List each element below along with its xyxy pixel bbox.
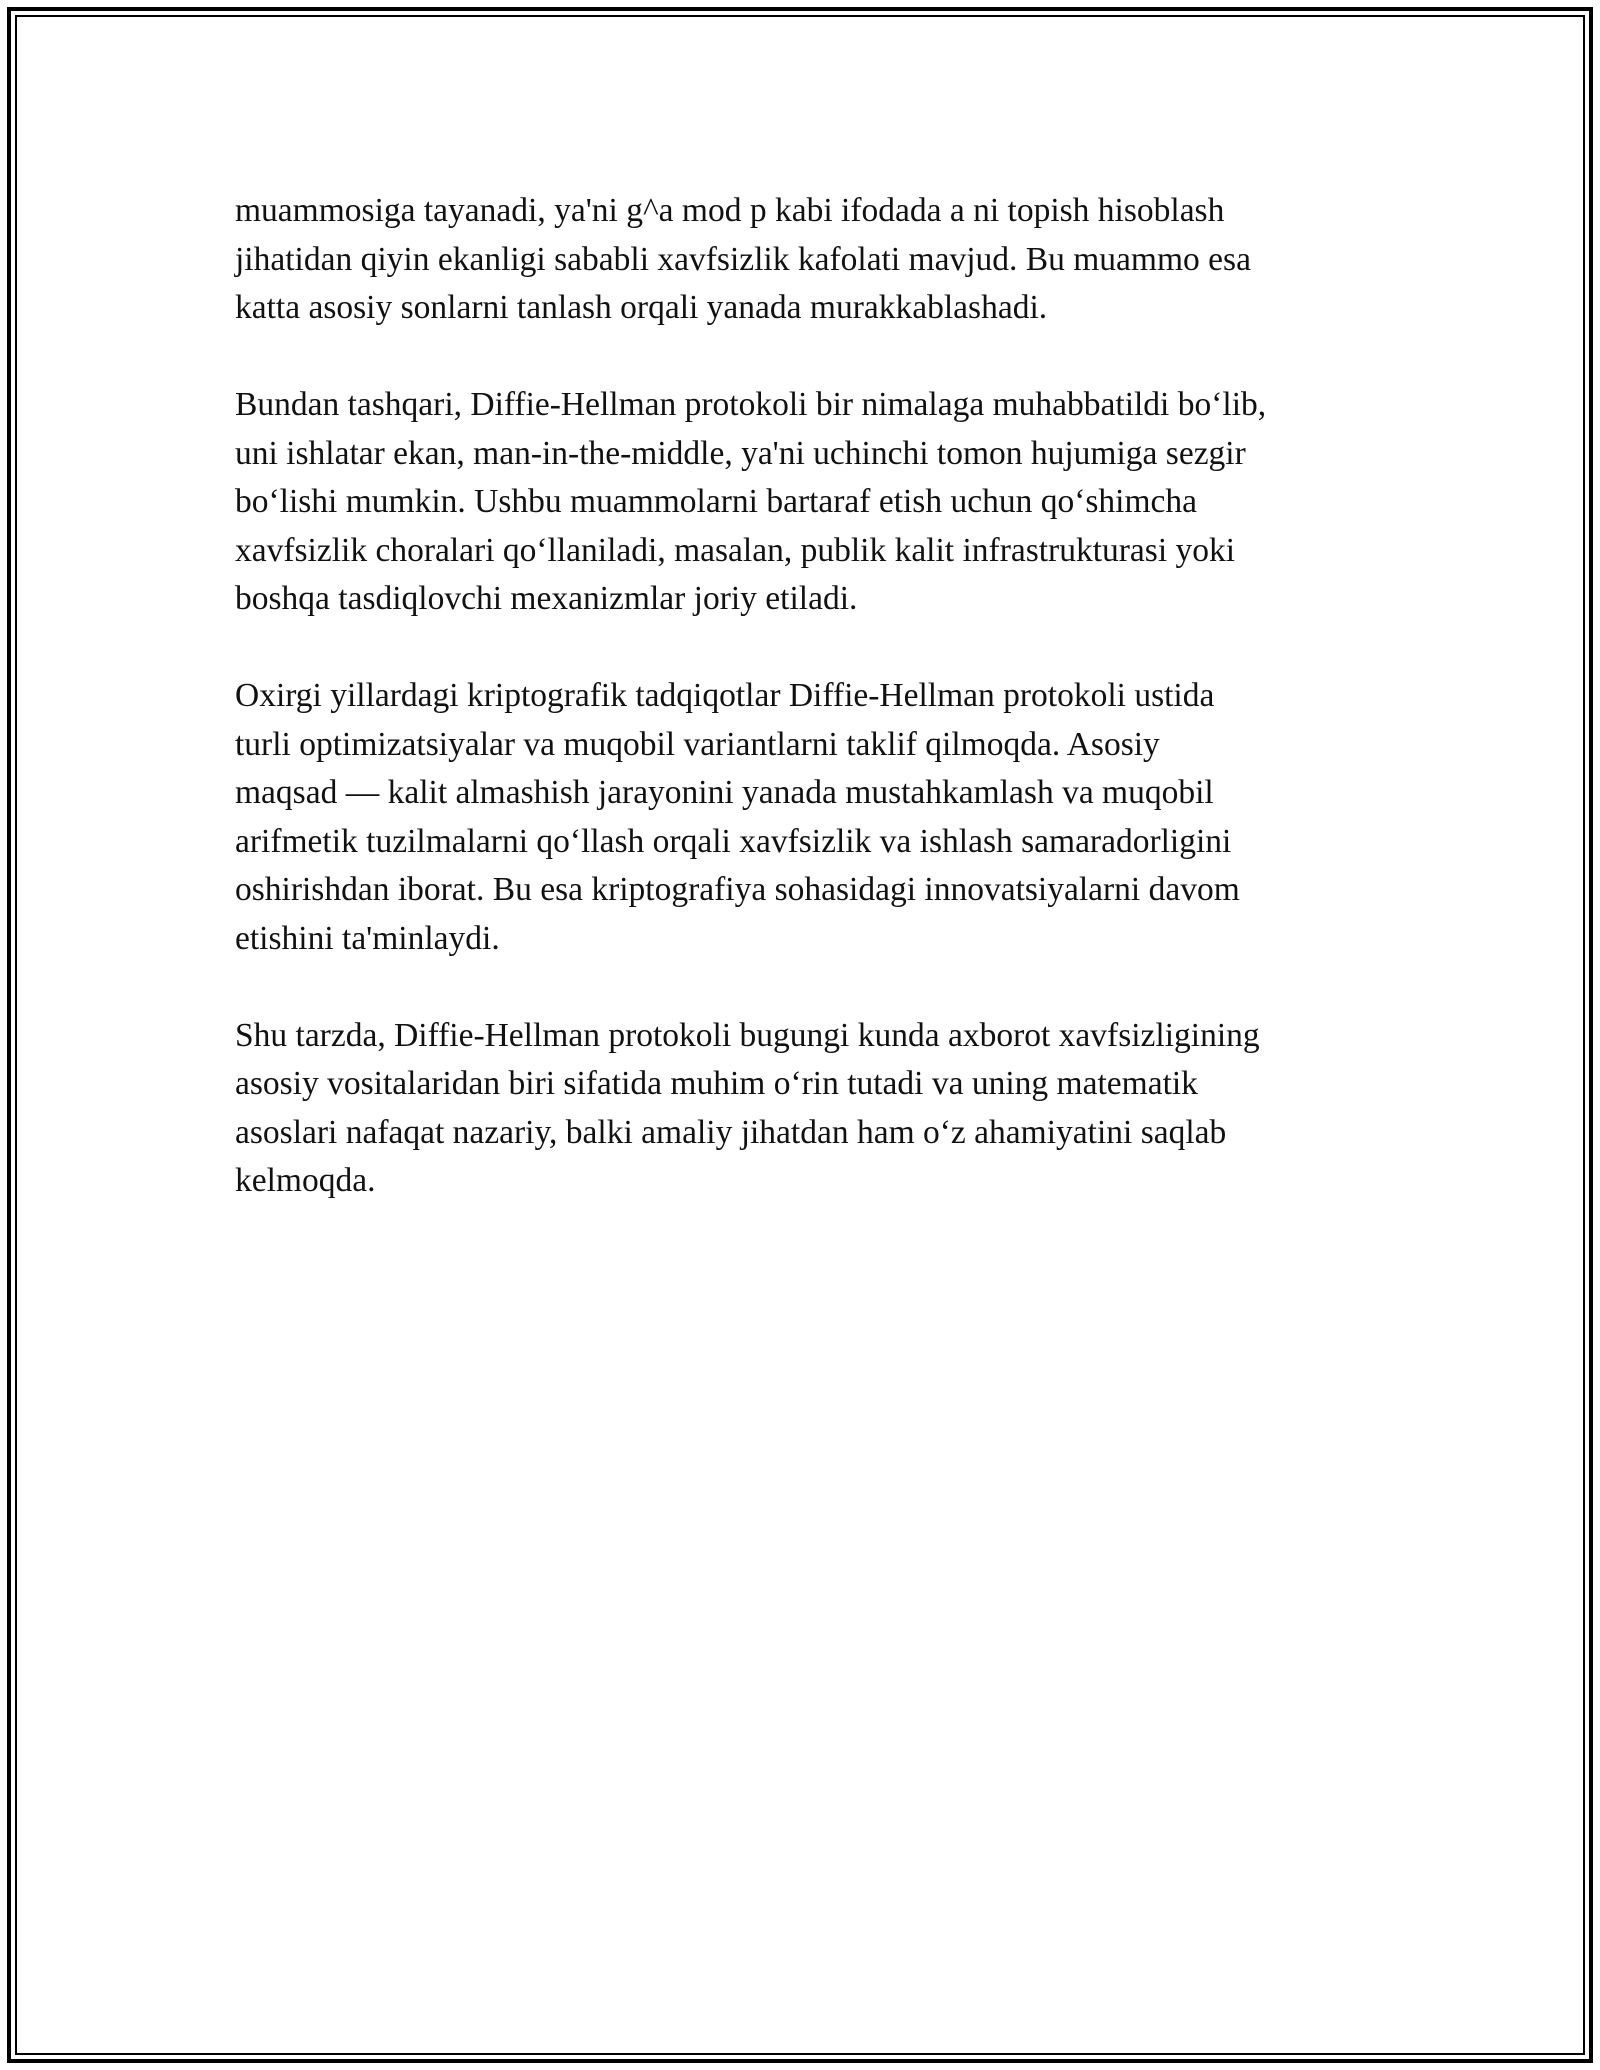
text-line: jihatidan qiyin ekanligi sababli xavfsizlik kafolati mavjud. Bu muammo esa — [235, 240, 1251, 278]
paragraph — [235, 1012, 1375, 1206]
text-line: katta asosiy sonlarni tanlash orqali yanada murakkablashadi. — [235, 289, 1048, 326]
text-line: maqsad — kalit almashish jarayonini yanada mustahkamlash va muqobil — [235, 774, 1214, 811]
text-line: Oxirgi yillardagi kriptografik tadqiqotlar Diffie-Hellman protokoli ustida — [235, 677, 1215, 714]
text-line: Bundan tashqari, Diffie-Hellman protokoli bir nimalaga muhabbatildi bo‘lib, — [235, 386, 1267, 423]
document-body — [235, 187, 1375, 1254]
paragraph — [235, 672, 1375, 963]
text-line: boshqa tasdiqlovchi mexanizmlar joriy etiladi. — [235, 580, 858, 617]
text-line: muammosiga tayanadi, ya'ni g^a mod p kabi ifodada a ni topish hisoblash — [235, 192, 1225, 229]
text-line: xavfsizlik choralari qo‘llaniladi, masalan, publik kalit infrastrukturasi yoki — [235, 531, 1236, 569]
text-line: Shu tarzda, Diffie-Hellman protokoli bugungi kunda axborot xavfsizligining — [235, 1016, 1260, 1054]
text-line: etishini ta'minlaydi. — [235, 919, 500, 957]
paragraph — [235, 381, 1375, 624]
text-line: kelmoqda. — [235, 1162, 376, 1199]
text-line: arifmetik tuzilmalarni qo‘llash orqali xavfsizlik va ishlash samaradorligini — [235, 822, 1232, 860]
text-line: bo‘lishi mumkin. Ushbu muammolarni bartaraf etish uchun qo‘shimcha — [235, 483, 1198, 520]
paragraph — [235, 187, 1375, 333]
text-line: asoslari nafaqat nazariy, balki amaliy jihatdan ham o‘z ahamiyatini saqlab — [235, 1113, 1227, 1151]
text-line: turli optimizatsiyalar va muqobil variantlarni taklif qilmoqda. Asosiy — [235, 725, 1160, 763]
text-line: asosiy vositalaridan biri sifatida muhim o‘rin tutadi va uning matematik — [235, 1065, 1198, 1102]
text-line: oshirishdan iborat. Bu esa kriptografiya sohasidagi innovatsiyalarni davom — [235, 871, 1240, 908]
text-line: uni ishlatar ekan, man-in-the-middle, ya'ni uchinchi tomon hujumiga sezgir — [235, 434, 1246, 472]
